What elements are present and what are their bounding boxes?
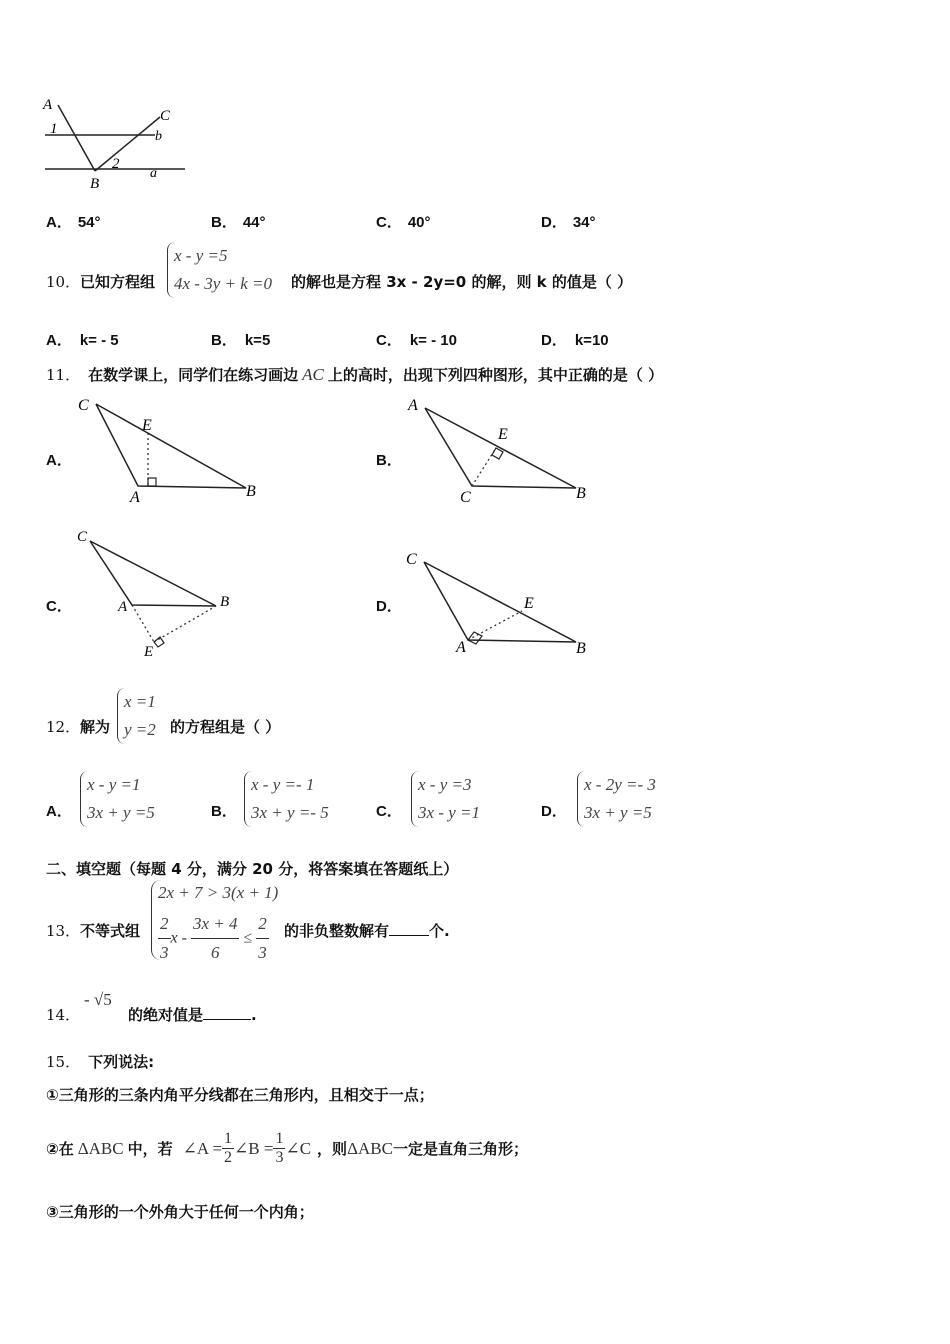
q11-figure-d[interactable]	[400, 540, 600, 660]
q11d-label-B: B	[576, 640, 586, 657]
q11-option-d-key[interactable]: D．	[376, 598, 402, 615]
q12-number: 12．	[46, 718, 81, 736]
q11-option-c-key[interactable]: C．	[46, 598, 72, 615]
q10-option-d[interactable]: D． k=10	[541, 332, 609, 349]
q13-number: 13．	[46, 922, 81, 940]
q14-suffix: 的绝对值是 .	[128, 1006, 257, 1024]
q13-system: 2x + 7 > 3(x + 1) $\frac{2}{3}$ x - $\frac{3x + 4}{6}$ ≤ $\frac{2}{3}$	[151, 880, 278, 960]
q12-option-b-system[interactable]: x - y =- 1 3x + y =- 5	[244, 771, 329, 827]
q11-figure-c[interactable]	[70, 525, 250, 660]
section-2-title: 二、填空题（每题 4 分，满分 20 分，将答案填在答题纸上）	[46, 860, 459, 878]
q12-option-d[interactable]: D．	[541, 803, 567, 820]
q12-option-d-system[interactable]: x - 2y =- 3 3x + y =5	[577, 771, 656, 827]
q9-option-b[interactable]: B． 44°	[211, 214, 266, 231]
q9-label-1: 1	[50, 121, 58, 137]
q11b-label-C: C	[460, 489, 471, 506]
q15-item-2: ②在 ΔABC 中，若 ∠A = $\frac{1}{2}$ ∠B = $\frac{1}{3}$ ∠C ，则 ΔABC 一定是直角三角形；	[46, 1130, 528, 1166]
q13-prefix: 不等式组	[80, 922, 141, 940]
q12-suffix: 的方程组是（ ）	[170, 718, 281, 736]
q11c-label-C: C	[77, 529, 88, 545]
q11c-label-E: E	[144, 644, 154, 660]
q12-option-c-system[interactable]: x - y =3 3x - y =1	[411, 771, 480, 827]
q11a-label-B: B	[246, 483, 256, 500]
q11b-label-A: A	[408, 397, 418, 414]
q9-option-c[interactable]: C． 40°	[376, 214, 431, 231]
q10-suffix: 的解也是方程 3x - 2y=0 的解，则 k 的值是（ ）	[291, 273, 633, 291]
q14-expression: - √5	[84, 990, 112, 1009]
q12-option-a[interactable]: A．	[46, 803, 72, 820]
q11-figure-b[interactable]	[400, 392, 600, 507]
q12-system: x =1 y =2	[117, 688, 156, 744]
q11a-label-E: E	[142, 417, 152, 434]
q11-figure-a[interactable]	[70, 392, 270, 507]
q10-system: x - y =5 4x - 3y + k =0	[167, 242, 272, 298]
q15-item-3: ③三角形的一个外角大于任何一个内角；	[46, 1203, 314, 1221]
q10-number: 10．	[46, 273, 81, 291]
q11-option-a-key[interactable]: A．	[46, 452, 72, 469]
q10-option-c[interactable]: C． k= - 10	[376, 332, 457, 349]
q9-label-2: 2	[112, 156, 120, 172]
q9-label-A: A	[43, 97, 53, 113]
q12-option-a-system[interactable]: x - y =1 3x + y =5	[80, 771, 155, 827]
q11b-label-B: B	[576, 485, 586, 502]
q12-option-b[interactable]: B．	[211, 803, 237, 820]
q10-option-a[interactable]: A． k= - 5	[46, 332, 119, 349]
q10-option-b[interactable]: B． k=5	[211, 332, 271, 349]
q11-option-b-key[interactable]: B．	[376, 452, 402, 469]
q10-prefix: 已知方程组	[80, 273, 156, 291]
q11a-label-C: C	[78, 397, 89, 414]
q9-label-b: b	[155, 129, 162, 144]
q12-prefix: 解为	[80, 718, 111, 736]
q9-label-a: a	[150, 166, 157, 181]
q11c-label-A: A	[118, 599, 128, 615]
q9-option-a[interactable]: A． 54°	[46, 214, 101, 231]
q9-label-C: C	[160, 108, 171, 124]
q15-stem: 15． 下列说法:	[46, 1053, 155, 1071]
q13-answer-blank[interactable]	[389, 934, 429, 936]
q11c-label-B: B	[220, 594, 230, 610]
q9-option-d[interactable]: D． 34°	[541, 214, 596, 231]
q13-suffix: 的非负整数解有 个.	[284, 922, 450, 940]
q11b-label-E: E	[498, 426, 508, 443]
q11d-label-E: E	[524, 595, 534, 612]
q11d-label-A: A	[456, 639, 466, 656]
q9-figure	[40, 95, 190, 195]
q11a-label-A: A	[130, 489, 140, 506]
q11-stem: 11． 在数学课上，同学们在练习画边 AC 上的高时，出现下列四种图形，其中正确的是（ ）	[46, 365, 664, 384]
q12-option-c[interactable]: C．	[376, 803, 402, 820]
q9-label-B: B	[90, 176, 100, 192]
q15-item-1: ①三角形的三条内角平分线都在三角形内，且相交于一点；	[46, 1086, 434, 1104]
q14-number: 14．	[46, 1006, 81, 1024]
q14-answer-blank[interactable]	[203, 1018, 251, 1020]
q11d-label-C: C	[406, 551, 417, 568]
